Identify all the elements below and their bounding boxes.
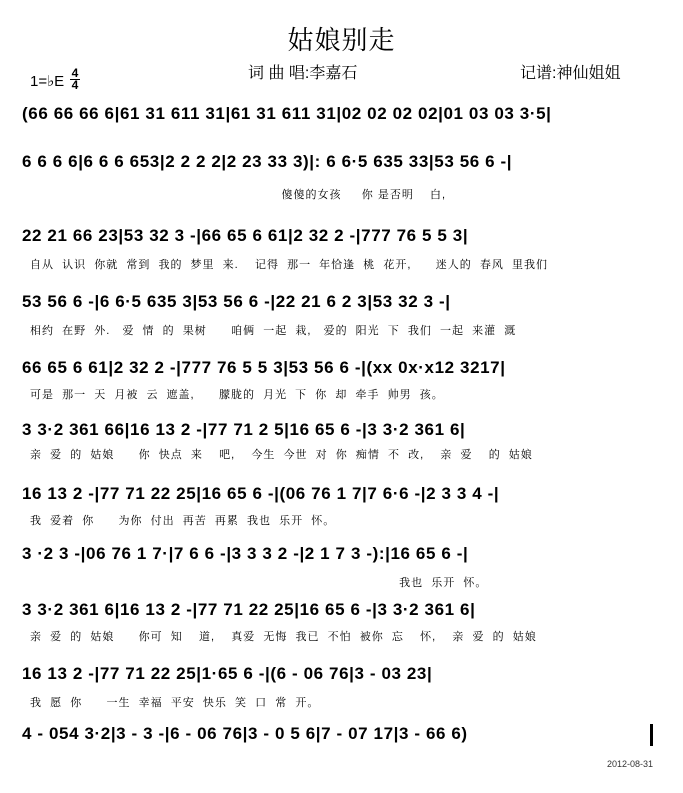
lyric-line: 亲 爱 的 姑娘 你可 知 道, 真爱 无悔 我已 不怕 被你 忘 怀, 亲 爱 的 姑娘: [30, 631, 537, 643]
song-title: 姑娘别走: [287, 25, 396, 55]
notation-line: 22 21 66 23|53 32 3 -|66 65 6 61|2 32 2 -|777 76 5 5 3|: [22, 226, 469, 245]
notation-line: (66 66 66 6|61 31 611 31|61 31 611 31|02 02 02 02|01 03 03 3·5|: [22, 104, 552, 123]
lyric-line: 我 爱着 你 为你 付出 再苦 再累 我也 乐开 怀。: [30, 515, 336, 527]
notation-line: 66 65 6 61|2 32 2 -|777 76 5 5 3|53 56 6 -|(xx 0x·x12 3217|: [22, 358, 506, 377]
notation-line: 16 13 2 -|77 71 22 25|16 65 6 -|(06 76 1 7|7 6·6 -|2 3 3 4 -|: [22, 484, 500, 503]
transcription-date: 2012-08-31: [606, 759, 653, 769]
lyric-line: 可是 那一 天 月被 云 遮盖, 朦胧的 月光 下 你 却 牵手 帅男 孩。: [30, 389, 444, 401]
time-signature: [70, 68, 80, 91]
lyric-line: 自从 认识 你就 常到 我的 梦里 来. 记得 那一 年恰逢 桃 花开, 迷人的 春风 里我们: [30, 259, 549, 271]
key-signature: 1=♭E: [30, 73, 65, 90]
notation-line: 3 3·2 361 66|16 13 2 -|77 71 2 5|16 65 6 -|3 3·2 361 6|: [22, 420, 466, 439]
notation-line: 16 13 2 -|77 71 22 25|1·65 6 -|(6 - 06 76|3 - 03 23|: [22, 664, 433, 683]
notation-line: 53 56 6 -|6 6·5 635 3|53 56 6 -|22 21 6 2 3|53 32 3 -|: [22, 292, 451, 311]
notation-line: 4 - 054 3·2|3 - 3 -|6 - 06 76|3 - 0 5 6|7 - 07 17|3 - 66 6): [22, 724, 468, 743]
credits-line: 词 曲 唱:李嘉石: [248, 65, 358, 82]
transcriber-line: 记谱:神仙姐姐: [520, 65, 621, 82]
lyric-line: 傻傻的女孩 你 是否明 白,: [30, 189, 447, 201]
notation-line: 6 6 6 6|6 6 6 653|2 2 2 2|2 23 33 3)|: 6 6·5 635 33|53 56 6 -|: [22, 152, 513, 171]
lyric-line: 我也 乐开 怀。: [30, 577, 488, 589]
time-signature-bottom: 4: [71, 78, 79, 92]
notation-line: 3 3·2 361 6|16 13 2 -|77 71 22 25|16 65 6 -|3 3·2 361 6|: [22, 600, 476, 619]
time-signature-top: 4: [71, 66, 79, 80]
lyric-line: 亲 爱 的 姑娘 你 快点 来 吧, 今生 今世 对 你 痴情 不 改, 亲 爱 的 姑娘: [30, 449, 533, 461]
final-barline: [650, 724, 653, 746]
notation-line: 3 ·2 3 -|06 76 1 7·|7 6 6 -|3 3 3 2 -|2 1 7 3 -):|16 65 6 -|: [22, 544, 469, 563]
lyric-line: 相约 在野 外. 爱 情 的 果树 咱俩 一起 栽, 爱的 阳光 下 我们 一起 来灌 溉: [30, 325, 517, 337]
lyric-line: 我 愿 你 一生 幸福 平安 快乐 笑 口 常 开。: [30, 697, 320, 709]
